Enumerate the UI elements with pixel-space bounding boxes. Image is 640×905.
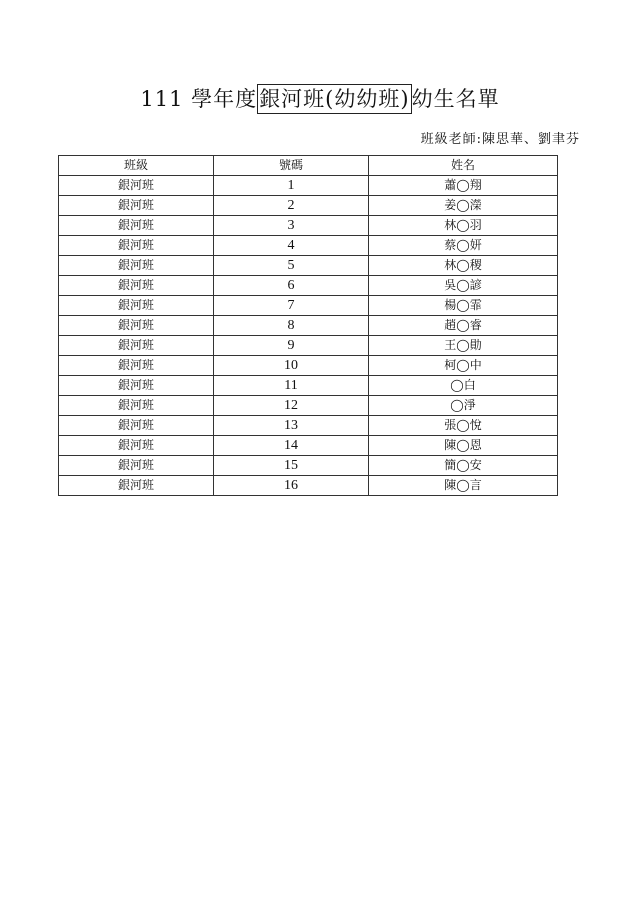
name-cell: 姜◯濚	[369, 196, 558, 216]
number-cell: 11	[214, 376, 369, 396]
number-cell: 10	[214, 356, 369, 376]
header-name: 姓名	[369, 156, 558, 176]
table-row	[59, 236, 558, 256]
table-row	[59, 216, 558, 236]
header-class: 班級	[59, 156, 214, 176]
name-cell: 趙◯睿	[369, 316, 558, 336]
class-cell: 銀河班	[59, 396, 214, 416]
table-row	[59, 176, 558, 196]
name-cell: 吳◯諺	[369, 276, 558, 296]
table-row	[59, 416, 558, 436]
number-cell: 15	[214, 456, 369, 476]
number-cell: 16	[214, 476, 369, 496]
class-cell: 銀河班	[59, 316, 214, 336]
number-cell: 6	[214, 276, 369, 296]
name-cell: 柯◯中	[369, 356, 558, 376]
number-cell: 1	[214, 176, 369, 196]
name-cell: 林◯稷	[369, 256, 558, 276]
class-cell: 銀河班	[59, 236, 214, 256]
student-roster-table	[58, 155, 558, 496]
number-cell: 8	[214, 316, 369, 336]
number-cell: 4	[214, 236, 369, 256]
name-cell: 陳◯恩	[369, 436, 558, 456]
class-cell: 銀河班	[59, 476, 214, 496]
class-cell: 銀河班	[59, 256, 214, 276]
number-cell: 14	[214, 436, 369, 456]
page-title	[0, 82, 640, 114]
title-suffix: 幼生名單	[411, 86, 500, 111]
name-cell: ◯淨	[369, 396, 558, 416]
table-row	[59, 356, 558, 376]
number-cell: 5	[214, 256, 369, 276]
name-cell: 楊◯霏	[369, 296, 558, 316]
name-cell: 蔡◯妍	[369, 236, 558, 256]
table-body	[59, 176, 558, 496]
number-cell: 7	[214, 296, 369, 316]
number-cell: 12	[214, 396, 369, 416]
class-cell: 銀河班	[59, 456, 214, 476]
header-number: 號碼	[214, 156, 369, 176]
table-row	[59, 476, 558, 496]
table-row	[59, 196, 558, 216]
title-class-name-box: 銀河班(幼幼班)	[257, 84, 411, 114]
class-cell: 銀河班	[59, 436, 214, 456]
class-cell: 銀河班	[59, 296, 214, 316]
table-row	[59, 336, 558, 356]
class-cell: 銀河班	[59, 336, 214, 356]
table-row	[59, 436, 558, 456]
teacher-line: 班級老師:陳思華、劉聿芬	[420, 132, 580, 147]
number-cell: 13	[214, 416, 369, 436]
table-header-row	[59, 156, 558, 176]
name-cell: 陳◯言	[369, 476, 558, 496]
table-row	[59, 296, 558, 316]
class-cell: 銀河班	[59, 216, 214, 236]
class-cell: 銀河班	[59, 176, 214, 196]
name-cell: 張◯悅	[369, 416, 558, 436]
table-row	[59, 256, 558, 276]
title-prefix: 111 學年度	[140, 86, 258, 111]
table-row	[59, 376, 558, 396]
class-cell: 銀河班	[59, 276, 214, 296]
class-cell: 銀河班	[59, 376, 214, 396]
name-cell: 王◯勛	[369, 336, 558, 356]
name-cell: ◯白	[369, 376, 558, 396]
table-row	[59, 396, 558, 416]
class-cell: 銀河班	[59, 196, 214, 216]
table-row	[59, 316, 558, 336]
name-cell: 簡◯安	[369, 456, 558, 476]
class-cell: 銀河班	[59, 416, 214, 436]
table-row	[59, 456, 558, 476]
number-cell: 2	[214, 196, 369, 216]
number-cell: 9	[214, 336, 369, 356]
table-row	[59, 276, 558, 296]
number-cell: 3	[214, 216, 369, 236]
name-cell: 林◯羽	[369, 216, 558, 236]
class-cell: 銀河班	[59, 356, 214, 376]
name-cell: 蕭◯翔	[369, 176, 558, 196]
